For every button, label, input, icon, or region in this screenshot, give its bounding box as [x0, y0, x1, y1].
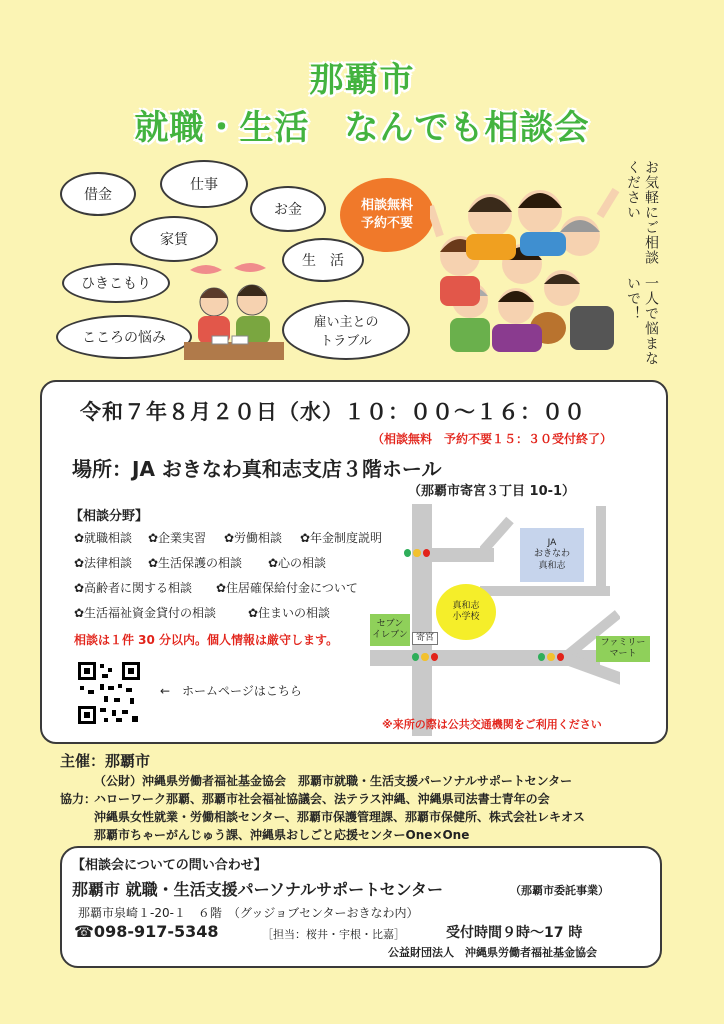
- map-ja-building: [520, 528, 584, 582]
- field-item: ✿就職相談: [74, 531, 133, 545]
- map-ja-label: おきなわ: [533, 549, 570, 560]
- map-ja-label: JA: [547, 538, 557, 549]
- coop-label: 協力：: [60, 792, 97, 806]
- homepage-link[interactable]: ← ホームページはこちら: [160, 684, 302, 698]
- field-item: ✿法律相談: [74, 556, 133, 570]
- map-school-label: 小学校: [452, 612, 480, 622]
- bubble-kokoro: こころの悩み: [56, 315, 192, 359]
- map-ja-label: 真和志: [538, 560, 566, 571]
- coop-line2: ハローワーク那覇、那覇市社会福祉協議会、法テラス沖縄、沖縄県司法書士青年の会: [94, 792, 550, 806]
- coop-line1: （公財）沖縄県労働者福祉基金協会 那覇市就職・生活支援パーソナルサポートセンター: [94, 774, 573, 788]
- privacy-notice: 相談は１件 30 分以内。個人情報は厳守します。: [74, 633, 339, 647]
- traffic-signal-icon: [538, 653, 564, 663]
- map-yorimiya-sign: 寄宮: [412, 632, 438, 645]
- coop-line3: 沖縄県女性就業・労働相談センター、那覇市保護管理課、那覇市保健所、株式会社レキオス: [94, 810, 585, 824]
- map-seven-label: イレブン: [372, 630, 408, 640]
- field-item: ✿住まいの相談: [248, 606, 331, 620]
- map-school: [436, 584, 496, 640]
- event-venue: 場所：JA おきなわ真和志支店３階ホール: [72, 457, 442, 481]
- contact-center-note: （那覇市委託事業）: [510, 884, 609, 897]
- map-school-label: 真和志: [452, 600, 480, 611]
- contact-center: 那覇市 就職・生活支援パーソナルサポートセンター: [72, 880, 444, 899]
- map-seven-label: セブン: [376, 618, 404, 629]
- bubble-okane: お金: [250, 186, 326, 232]
- bubble-hikikomori: ひきこもり: [62, 263, 170, 303]
- side-message-col1: 一人で悩まないで！: [625, 276, 659, 367]
- worried-couple-illustration: [180, 262, 290, 362]
- page-title-line1: 那覇市: [309, 60, 415, 100]
- field-item: ✿年金制度説明: [300, 531, 383, 545]
- field-item: ✿労働相談: [224, 531, 283, 545]
- event-address: （那覇市寄宮３丁目 10-1）: [408, 484, 576, 499]
- map-family-mart: [596, 636, 650, 662]
- contact-phone[interactable]: ☎098-917-5348: [74, 922, 219, 941]
- transit-caution: ※来所の際は公共交通機関をご利用ください: [382, 718, 602, 731]
- bubble-yatoinushi: [282, 300, 410, 360]
- side-message: [624, 160, 660, 370]
- free-no-reservation-badge: [340, 178, 434, 252]
- field-item: ✿生活保護の相談: [148, 556, 243, 570]
- field-item: ✿生活福祉資金貸付の相談: [74, 606, 217, 620]
- map-road-vertical: [412, 504, 432, 736]
- map-family-label: マート: [609, 649, 637, 659]
- event-note: （相談無料 予約不要１５：３０受付終了）: [372, 432, 613, 446]
- happy-people-illustration: [430, 176, 620, 354]
- bubble-shigoto: 仕事: [160, 160, 248, 208]
- qr-code[interactable]: [76, 660, 142, 726]
- field-item: ✿企業実習: [148, 531, 207, 545]
- contact-hours: 受付時間９時～17 時: [446, 925, 583, 941]
- bubble-yatoinushi-line1: 雇い主との: [313, 315, 379, 330]
- field-item: ✿高齢者に関する相談: [74, 581, 193, 595]
- contact-address: 那覇市泉崎１-20-１ ６階 （グッジョブセンターおきなわ内）: [78, 906, 419, 920]
- contact-org: 公益財団法人 沖縄県労働者福祉基金協会: [388, 946, 597, 959]
- bubble-yachin: 家賃: [130, 216, 218, 262]
- field-item: ✿心の相談: [268, 556, 327, 570]
- page-title-line2: 就職・生活 なんでも相談会: [134, 108, 590, 148]
- coop-line4: 那覇市ちゃーがんじゅう課、沖縄県おしごと応援センターOne×One: [94, 828, 470, 842]
- bubble-yatoinushi-line2: トラブル: [320, 334, 372, 349]
- badge-line1: 相談無料: [360, 197, 413, 213]
- host: 主催：那覇市: [60, 752, 151, 770]
- badge-line2: 予約不要: [360, 216, 413, 231]
- fields-heading: 【相談分野】: [70, 509, 149, 524]
- map-family-label: ファミリー: [600, 637, 646, 648]
- bubble-shakkin: 借金: [60, 172, 136, 216]
- event-datetime: 令和７年８月２０日（水）１０：００～１６：００: [80, 400, 586, 424]
- contact-heading: 【相談会についての問い合わせ】: [72, 858, 267, 873]
- traffic-signal-icon: [412, 653, 438, 663]
- field-item: ✿住居確保給付金について: [216, 581, 358, 595]
- contact-staff: ［担当：桜井・宇根・比嘉］: [262, 928, 405, 941]
- bubble-seikatsu: 生 活: [282, 238, 364, 282]
- traffic-signal-icon: [404, 549, 430, 559]
- side-message-col2: お気軽にご相談ください: [625, 160, 659, 265]
- map-seven-eleven: [370, 614, 410, 646]
